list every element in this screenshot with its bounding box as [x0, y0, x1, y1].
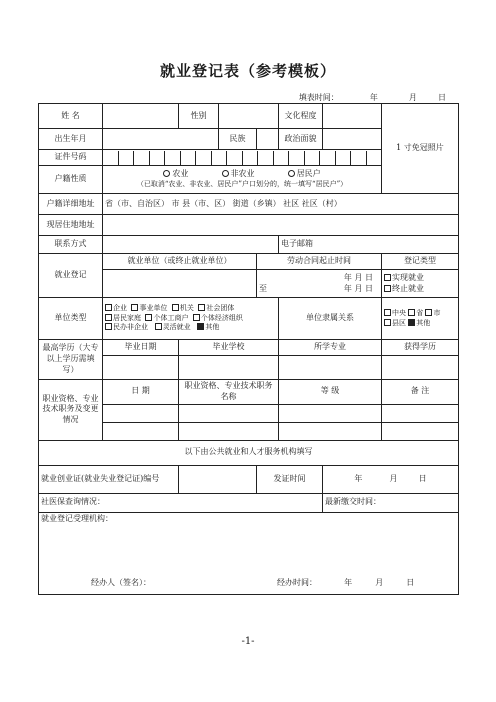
cert-year: 年 — [354, 473, 363, 483]
cert-day: 日 — [418, 473, 427, 483]
checkbox-icon[interactable] — [131, 304, 138, 311]
employment-regtype-header: 登记类型 — [382, 254, 459, 270]
handler-label: 经办人（签名）： — [91, 577, 151, 587]
agency-label: 就业登记受理机构： — [41, 513, 113, 523]
unit-type-private-nonprofit: 民办非企业 — [113, 323, 148, 332]
handle-year: 年 — [344, 577, 353, 587]
cert-field[interactable] — [179, 465, 257, 493]
education-label: 文化程度 — [279, 104, 323, 129]
contact-label: 联系方式 — [39, 236, 103, 254]
qual-title-field[interactable] — [179, 422, 279, 440]
unit-type-household: 居民家庭 — [113, 313, 141, 322]
cert-month: 月 — [389, 473, 398, 483]
qual-date-field[interactable] — [103, 422, 179, 440]
employment-regtype-options — [382, 270, 459, 298]
regtype-employed: 实现就业 — [392, 272, 424, 282]
affil-county: 县区 — [392, 318, 406, 327]
edu-col-date: 毕业日期 — [103, 340, 179, 356]
page-number: -1- — [241, 636, 255, 647]
qual-col-note: 备 注 — [382, 380, 459, 405]
address-field[interactable]: 省（市、自治区） 市 县（市、区） 街道（乡镇） 社区 社区（村） — [103, 194, 459, 215]
handle-month: 月 — [375, 577, 384, 587]
insurance-label[interactable]: 社医保查询情况： — [39, 493, 323, 512]
fill-date — [299, 92, 446, 103]
cert-label: 就业创业证(就业失业登记证)编号 — [39, 465, 179, 493]
affil-other: 其他 — [416, 318, 431, 327]
cert-issue-label: 发证时间 — [257, 465, 323, 493]
unit-type-options — [103, 298, 279, 340]
current-address-field[interactable] — [103, 215, 459, 236]
affiliation-label: 单位隶属关系 — [279, 298, 382, 340]
contract-to: 至 — [259, 283, 267, 293]
household-label: 户籍性质 — [39, 166, 103, 194]
household-opt-nonagri: 非农业 — [230, 169, 255, 179]
employment-label: 就业登记 — [39, 254, 103, 298]
qual-level-field[interactable] — [279, 404, 382, 422]
fill-date-label: 填表时间： — [298, 93, 339, 102]
household-opt-resident: 居民户 — [296, 169, 321, 179]
page-title: 就业登记表（参考模板） — [159, 62, 336, 80]
checkbox-icon[interactable] — [384, 274, 391, 281]
household-options — [103, 166, 382, 194]
ethnicity-field[interactable] — [257, 129, 279, 150]
fill-date-month: 月 — [408, 93, 417, 102]
unit-type-self-employed: 个体工商户 — [153, 313, 189, 322]
gender-field[interactable] — [219, 104, 279, 129]
political-field[interactable] — [323, 129, 382, 150]
edu-degree-field[interactable] — [382, 356, 459, 380]
radio-icon[interactable] — [222, 170, 229, 177]
qual-date-field[interactable] — [103, 404, 179, 422]
handle-time — [277, 578, 414, 589]
handle-day: 日 — [406, 577, 415, 587]
edu-label: 最高学历（大专以上学历需填写） — [39, 340, 103, 380]
agency-box[interactable] — [39, 512, 459, 594]
checkbox-icon[interactable] — [172, 304, 179, 311]
qual-col-date: 日 期 — [103, 380, 179, 405]
employment-unit-field[interactable] — [103, 270, 257, 298]
affil-central: 中央 — [392, 309, 406, 318]
qual-note-field[interactable] — [382, 404, 459, 422]
cert-issue-date[interactable] — [323, 465, 459, 493]
contact-field[interactable] — [103, 236, 279, 254]
photo-box: 1 寸免冠照片 — [382, 104, 459, 194]
affil-province: 省 — [416, 309, 424, 318]
email-label[interactable]: 电子邮箱 — [279, 236, 459, 254]
address-label: 户籍详细地址 — [39, 194, 103, 215]
checkbox-checked-icon[interactable] — [197, 323, 204, 330]
birth-field[interactable] — [103, 129, 219, 150]
current-address-label: 现居住地地址 — [39, 215, 103, 236]
edu-major-field[interactable] — [279, 356, 382, 380]
household-opt-agri: 农业 — [172, 169, 189, 179]
qual-col-level: 等 级 — [279, 380, 382, 405]
employment-unit-header: 就业单位（或终止就业单位） — [103, 254, 257, 270]
checkbox-icon[interactable] — [105, 323, 112, 330]
checkbox-icon[interactable] — [384, 319, 391, 326]
checkbox-icon[interactable] — [408, 309, 415, 316]
id-label: 证件号码 — [39, 150, 103, 166]
unit-type-label: 单位类型 — [39, 298, 103, 340]
qual-title-field[interactable] — [179, 404, 279, 422]
unit-type-institution: 事业单位 — [139, 304, 168, 313]
checkbox-icon[interactable] — [384, 309, 391, 316]
checkbox-icon[interactable] — [193, 314, 200, 321]
radio-icon[interactable] — [163, 170, 170, 177]
edu-col-major: 所学专业 — [279, 340, 382, 356]
radio-icon[interactable] — [288, 170, 295, 177]
regtype-terminated: 终止就业 — [392, 283, 424, 293]
checkbox-icon[interactable] — [145, 314, 152, 321]
unit-type-individual-org: 个体经济组织 — [200, 313, 243, 322]
agency-section-header: 以下由公共就业和人才服务机构填写 — [39, 440, 459, 465]
affiliation-options — [382, 298, 459, 340]
unit-type-enterprise: 企业 — [113, 304, 127, 313]
name-field[interactable] — [103, 104, 179, 129]
political-label: 政治面貌 — [279, 129, 323, 150]
education-field[interactable] — [323, 104, 382, 129]
registration-form — [38, 103, 459, 595]
fill-date-day: 日 — [438, 93, 446, 102]
gender-label: 性别 — [179, 104, 219, 129]
fill-date-year: 年 — [369, 93, 378, 102]
employment-contract-field[interactable] — [257, 270, 382, 298]
unit-type-flexible: 灵活就业 — [162, 323, 191, 332]
checkbox-icon[interactable] — [384, 285, 391, 292]
checkbox-icon[interactable] — [155, 323, 162, 330]
checkbox-icon[interactable] — [105, 304, 112, 311]
unit-type-social-group: 社会团体 — [206, 304, 235, 313]
ethnicity-label: 民族 — [219, 129, 257, 150]
edu-col-school: 毕业学校 — [179, 340, 279, 356]
id-number-cells[interactable] — [103, 150, 382, 166]
contract-start: 年 月 日 — [343, 272, 373, 282]
qualification-label: 职业资格、专业技术职务及变更情况 — [39, 380, 103, 441]
qual-col-title: 职业资格、专业技术职务名称 — [179, 380, 279, 405]
edu-school-field[interactable] — [179, 356, 279, 380]
name-label: 姓 名 — [39, 104, 103, 129]
household-note: （已取消“农业、非农业、居民户”户口划分的，统一填写“居民户”） — [136, 180, 348, 189]
unit-type-government: 机关 — [179, 304, 194, 313]
latest-payment-label[interactable]: 最新缴交时间： — [323, 493, 459, 512]
checkbox-icon[interactable] — [425, 309, 432, 316]
birth-label: 出生年月 — [39, 129, 103, 150]
qual-level-field[interactable] — [279, 422, 382, 440]
edu-date-field[interactable] — [103, 356, 179, 380]
unit-type-other: 其他 — [205, 323, 220, 332]
checkbox-icon[interactable] — [105, 314, 112, 321]
employment-contract-header: 劳动合同起止时间 — [257, 254, 382, 270]
checkbox-icon[interactable] — [198, 304, 205, 311]
handle-time-label: 经办时间： — [277, 577, 317, 587]
affil-city: 市 — [433, 309, 441, 318]
qual-note-field[interactable] — [382, 422, 459, 440]
edu-col-degree: 获得学历 — [382, 340, 459, 356]
checkbox-checked-icon[interactable] — [408, 319, 415, 326]
contract-end: 年 月 日 — [343, 283, 373, 293]
